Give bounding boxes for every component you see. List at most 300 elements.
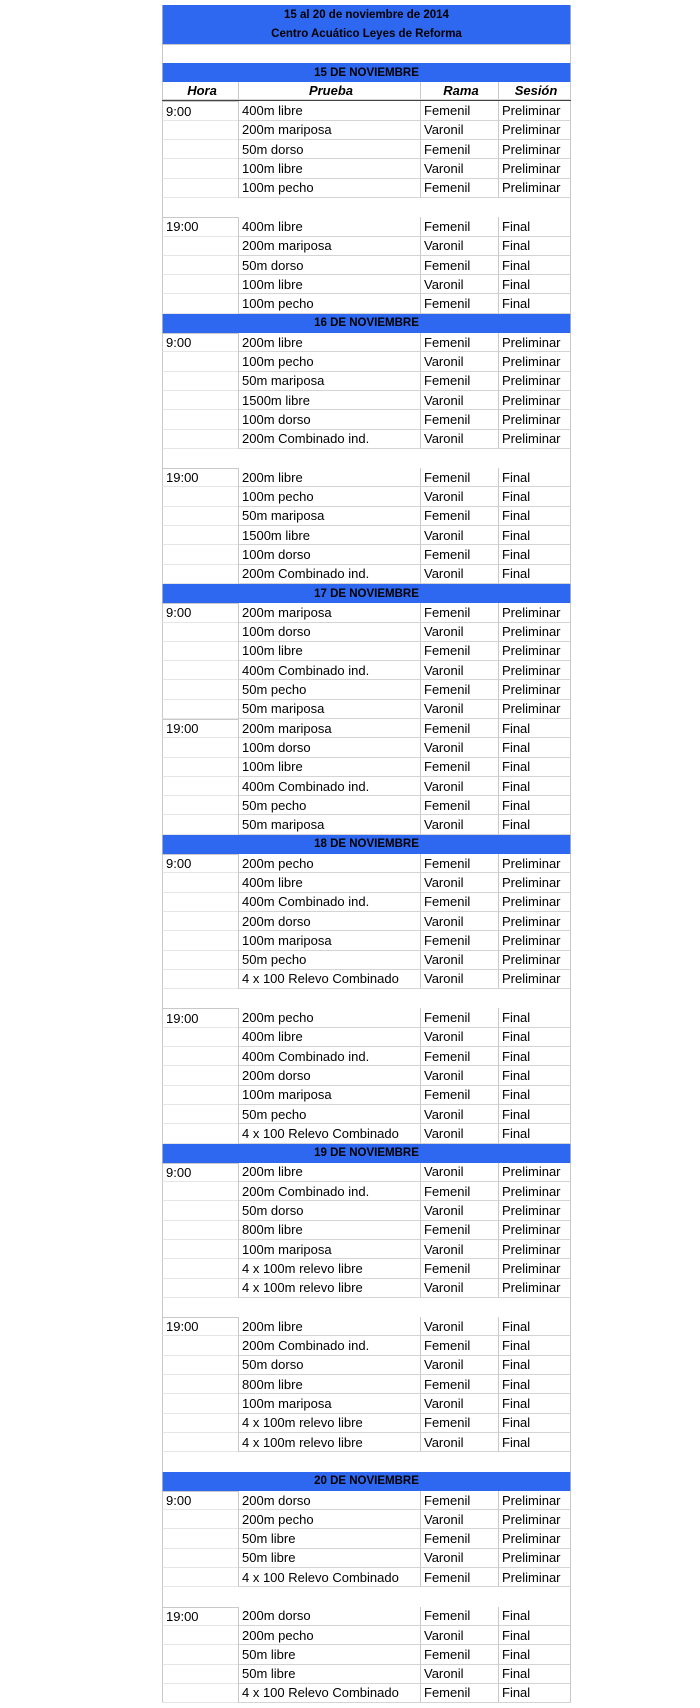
day-header-1 bbox=[162, 63, 571, 82]
event-row bbox=[162, 1221, 571, 1240]
event-name: 50m libre bbox=[238, 1665, 420, 1684]
event-row bbox=[162, 738, 571, 757]
schedule-sheet bbox=[162, 5, 571, 1703]
event-row bbox=[162, 1433, 571, 1452]
event-session: Final bbox=[498, 1028, 571, 1047]
event-name: 200m Combinado ind. bbox=[238, 1336, 420, 1355]
spacer-row bbox=[162, 1298, 571, 1317]
event-branch: Varonil bbox=[420, 1394, 498, 1413]
session-time bbox=[162, 1414, 238, 1433]
event-branch: Varonil bbox=[420, 1066, 498, 1085]
event-name: 400m Combinado ind. bbox=[238, 661, 420, 680]
event-row bbox=[162, 487, 571, 506]
session-time bbox=[162, 700, 238, 719]
event-session: Final bbox=[498, 815, 571, 834]
event-row bbox=[162, 1626, 571, 1645]
event-branch: Femenil bbox=[420, 603, 498, 622]
event-branch: Varonil bbox=[420, 352, 498, 371]
session-time bbox=[162, 931, 238, 950]
event-row bbox=[162, 1028, 571, 1047]
event-row bbox=[162, 1163, 571, 1182]
event-session: Preliminar bbox=[498, 159, 571, 178]
event-name: 100m pecho bbox=[238, 352, 420, 371]
event-session: Final bbox=[498, 1607, 571, 1626]
event-session: Preliminar bbox=[498, 642, 571, 661]
event-branch: Femenil bbox=[420, 410, 498, 429]
event-session: Final bbox=[498, 1394, 571, 1413]
event-branch: Femenil bbox=[420, 1375, 498, 1394]
event-session: Preliminar bbox=[498, 1259, 571, 1278]
event-name: 100m pecho bbox=[238, 179, 420, 198]
event-session: Preliminar bbox=[498, 352, 571, 371]
event-branch: Varonil bbox=[420, 565, 498, 584]
event-name: 4 x 100 Relevo Combinado bbox=[238, 1568, 420, 1587]
event-session: Preliminar bbox=[498, 1529, 571, 1548]
event-session: Final bbox=[498, 1433, 571, 1452]
session-time: 9:00 bbox=[162, 854, 238, 873]
event-session: Final bbox=[498, 1317, 571, 1336]
session-time bbox=[162, 294, 238, 313]
session-time bbox=[162, 1066, 238, 1085]
event-session: Preliminar bbox=[498, 391, 571, 410]
event-name: 50m libre bbox=[238, 1529, 420, 1548]
event-name: 4 x 100 Relevo Combinado bbox=[238, 1684, 420, 1703]
event-name: 50m pecho bbox=[238, 680, 420, 699]
session-time bbox=[162, 777, 238, 796]
event-row bbox=[162, 623, 571, 642]
event-branch: Femenil bbox=[420, 719, 498, 738]
event-session: Final bbox=[498, 1047, 571, 1066]
session-time bbox=[162, 1568, 238, 1587]
event-session: Preliminar bbox=[498, 179, 571, 198]
event-session: Preliminar bbox=[498, 623, 571, 642]
event-row bbox=[162, 1529, 571, 1548]
event-row bbox=[162, 970, 571, 989]
event-session: Preliminar bbox=[498, 970, 571, 989]
event-branch: Varonil bbox=[420, 951, 498, 970]
event-session: Final bbox=[498, 1645, 571, 1664]
event-name: 200m pecho bbox=[238, 1510, 420, 1529]
event-branch: Varonil bbox=[420, 526, 498, 545]
session-time bbox=[162, 1279, 238, 1298]
day-header-6 bbox=[162, 1472, 571, 1491]
event-name: 4 x 100m relevo libre bbox=[238, 1414, 420, 1433]
event-branch: Femenil bbox=[420, 468, 498, 487]
title-bar bbox=[162, 5, 571, 24]
event-session: Preliminar bbox=[498, 603, 571, 622]
event-name: 100m pecho bbox=[238, 294, 420, 313]
event-branch: Varonil bbox=[420, 237, 498, 256]
event-branch: Varonil bbox=[420, 1124, 498, 1143]
event-branch: Femenil bbox=[420, 1336, 498, 1355]
session-time bbox=[162, 623, 238, 642]
venue-bar bbox=[162, 24, 571, 43]
event-name: 200m libre bbox=[238, 468, 420, 487]
event-name: 200m pecho bbox=[238, 1626, 420, 1645]
day-header-3 bbox=[162, 584, 571, 603]
event-session: Final bbox=[498, 1665, 571, 1684]
session-time bbox=[162, 738, 238, 757]
event-branch: Varonil bbox=[420, 1163, 498, 1182]
event-session: Final bbox=[498, 758, 571, 777]
event-branch: Femenil bbox=[420, 256, 498, 275]
event-name: 100m libre bbox=[238, 159, 420, 178]
event-session: Final bbox=[498, 237, 571, 256]
event-branch: Femenil bbox=[420, 372, 498, 391]
event-branch: Varonil bbox=[420, 1549, 498, 1568]
session-time bbox=[162, 1086, 238, 1105]
event-row bbox=[162, 1124, 571, 1143]
event-session: Preliminar bbox=[498, 140, 571, 159]
event-branch: Femenil bbox=[420, 507, 498, 526]
event-session: Final bbox=[498, 526, 571, 545]
session-time bbox=[162, 275, 238, 294]
event-branch: Femenil bbox=[420, 333, 498, 352]
event-name: 100m mariposa bbox=[238, 1394, 420, 1413]
event-row bbox=[162, 140, 571, 159]
day-label: 19 DE NOVIEMBRE bbox=[314, 1147, 419, 1160]
day-label: 16 DE NOVIEMBRE bbox=[314, 317, 419, 330]
event-session: Preliminar bbox=[498, 101, 571, 120]
event-row bbox=[162, 1317, 571, 1336]
session-time: 9:00 bbox=[162, 603, 238, 622]
event-branch: Femenil bbox=[420, 1645, 498, 1664]
event-session: Final bbox=[498, 507, 571, 526]
event-name: 400m Combinado ind. bbox=[238, 777, 420, 796]
event-name: 400m libre bbox=[238, 217, 420, 236]
spacer-row bbox=[162, 44, 571, 63]
event-name: 1500m libre bbox=[238, 391, 420, 410]
event-row bbox=[162, 179, 571, 198]
event-session: Final bbox=[498, 1356, 571, 1375]
session-time bbox=[162, 1529, 238, 1548]
event-row bbox=[162, 159, 571, 178]
event-branch: Varonil bbox=[420, 970, 498, 989]
event-branch: Varonil bbox=[420, 121, 498, 140]
event-branch: Femenil bbox=[420, 1684, 498, 1703]
session-time: 9:00 bbox=[162, 1491, 238, 1510]
event-branch: Varonil bbox=[420, 1240, 498, 1259]
event-row bbox=[162, 1491, 571, 1510]
spacer-row bbox=[162, 989, 571, 1008]
session-time bbox=[162, 796, 238, 815]
event-row bbox=[162, 101, 571, 120]
event-name: 50m pecho bbox=[238, 951, 420, 970]
session-time bbox=[162, 179, 238, 198]
event-name: 50m dorso bbox=[238, 256, 420, 275]
event-name: 200m mariposa bbox=[238, 603, 420, 622]
session-time bbox=[162, 1356, 238, 1375]
event-session: Final bbox=[498, 1336, 571, 1355]
event-branch: Femenil bbox=[420, 1529, 498, 1548]
event-session: Final bbox=[498, 1066, 571, 1085]
session-time: 9:00 bbox=[162, 101, 238, 120]
event-name: 50m libre bbox=[238, 1645, 420, 1664]
session-time bbox=[162, 140, 238, 159]
event-name: 200m Combinado ind. bbox=[238, 1182, 420, 1201]
event-row bbox=[162, 758, 571, 777]
event-name: 4 x 100 Relevo Combinado bbox=[238, 970, 420, 989]
event-row bbox=[162, 565, 571, 584]
day-header-4 bbox=[162, 835, 571, 854]
event-branch: Femenil bbox=[420, 893, 498, 912]
event-branch: Femenil bbox=[420, 101, 498, 120]
schedule-days bbox=[162, 63, 571, 1703]
event-name: 100m libre bbox=[238, 275, 420, 294]
event-branch: Varonil bbox=[420, 815, 498, 834]
day-label: 15 DE NOVIEMBRE bbox=[314, 66, 419, 79]
event-name: 200m Combinado ind. bbox=[238, 565, 420, 584]
event-session: Final bbox=[498, 1086, 571, 1105]
event-row bbox=[162, 333, 571, 352]
session-time bbox=[162, 1394, 238, 1413]
session-time bbox=[162, 1336, 238, 1355]
event-session: Preliminar bbox=[498, 893, 571, 912]
event-session: Final bbox=[498, 719, 571, 738]
event-name: 100m mariposa bbox=[238, 1240, 420, 1259]
event-session: Final bbox=[498, 777, 571, 796]
event-branch: Femenil bbox=[420, 854, 498, 873]
event-row bbox=[162, 1182, 571, 1201]
event-branch: Femenil bbox=[420, 796, 498, 815]
venue-name: Centro Acuático Leyes de Reforma bbox=[271, 27, 462, 40]
event-row bbox=[162, 217, 571, 236]
event-name: 100m dorso bbox=[238, 738, 420, 757]
event-name: 4 x 100m relevo libre bbox=[238, 1433, 420, 1452]
event-branch: Femenil bbox=[420, 680, 498, 699]
session-time: 9:00 bbox=[162, 333, 238, 352]
session-time bbox=[162, 1375, 238, 1394]
event-name: 800m libre bbox=[238, 1221, 420, 1240]
event-branch: Femenil bbox=[420, 1259, 498, 1278]
event-name: 400m libre bbox=[238, 1028, 420, 1047]
event-name: 200m dorso bbox=[238, 912, 420, 931]
event-name: 800m libre bbox=[238, 1375, 420, 1394]
event-session: Preliminar bbox=[498, 333, 571, 352]
event-name: 200m mariposa bbox=[238, 237, 420, 256]
event-row bbox=[162, 1066, 571, 1085]
event-branch: Varonil bbox=[420, 738, 498, 757]
session-time bbox=[162, 1665, 238, 1684]
event-branch: Femenil bbox=[420, 1607, 498, 1626]
event-row bbox=[162, 719, 571, 738]
session-time bbox=[162, 237, 238, 256]
event-branch: Femenil bbox=[420, 179, 498, 198]
event-session: Preliminar bbox=[498, 1510, 571, 1529]
session-time bbox=[162, 1510, 238, 1529]
event-session: Preliminar bbox=[498, 1221, 571, 1240]
event-name: 50m mariposa bbox=[238, 507, 420, 526]
header-sesion: Sesión bbox=[498, 82, 571, 100]
event-session: Preliminar bbox=[498, 1568, 571, 1587]
event-branch: Varonil bbox=[420, 1201, 498, 1220]
event-name: 200m dorso bbox=[238, 1607, 420, 1626]
session-time bbox=[162, 1124, 238, 1143]
event-name: 50m dorso bbox=[238, 140, 420, 159]
event-name: 100m libre bbox=[238, 642, 420, 661]
event-branch: Femenil bbox=[420, 1491, 498, 1510]
event-row bbox=[162, 1008, 571, 1027]
session-time bbox=[162, 545, 238, 564]
event-name: 200m Combinado ind. bbox=[238, 430, 420, 449]
event-name: 50m pecho bbox=[238, 1105, 420, 1124]
event-name: 4 x 100m relevo libre bbox=[238, 1279, 420, 1298]
day-header-2 bbox=[162, 314, 571, 333]
event-row bbox=[162, 545, 571, 564]
event-name: 100m mariposa bbox=[238, 1086, 420, 1105]
spacer-row bbox=[162, 449, 571, 468]
event-session: Final bbox=[498, 487, 571, 506]
event-session: Preliminar bbox=[498, 680, 571, 699]
event-branch: Femenil bbox=[420, 1047, 498, 1066]
event-row bbox=[162, 1356, 571, 1375]
event-branch: Femenil bbox=[420, 642, 498, 661]
session-time bbox=[162, 507, 238, 526]
session-time bbox=[162, 410, 238, 429]
event-session: Final bbox=[498, 1375, 571, 1394]
event-row bbox=[162, 893, 571, 912]
event-session: Preliminar bbox=[498, 912, 571, 931]
event-row bbox=[162, 1645, 571, 1664]
session-time: 19:00 bbox=[162, 719, 238, 738]
event-row bbox=[162, 1414, 571, 1433]
event-session: Preliminar bbox=[498, 1549, 571, 1568]
session-time bbox=[162, 873, 238, 892]
event-name: 4 x 100 Relevo Combinado bbox=[238, 1124, 420, 1143]
event-row bbox=[162, 661, 571, 680]
event-branch: Varonil bbox=[420, 1105, 498, 1124]
session-time bbox=[162, 1201, 238, 1220]
event-session: Final bbox=[498, 1008, 571, 1027]
session-time bbox=[162, 1047, 238, 1066]
event-row bbox=[162, 256, 571, 275]
event-session: Preliminar bbox=[498, 700, 571, 719]
event-row bbox=[162, 912, 571, 931]
event-session: Final bbox=[498, 1684, 571, 1703]
event-row bbox=[162, 526, 571, 545]
event-session: Final bbox=[498, 738, 571, 757]
event-branch: Varonil bbox=[420, 777, 498, 796]
event-session: Preliminar bbox=[498, 1240, 571, 1259]
session-time bbox=[162, 1645, 238, 1664]
event-session: Preliminar bbox=[498, 661, 571, 680]
event-row bbox=[162, 507, 571, 526]
event-name: 50m mariposa bbox=[238, 700, 420, 719]
event-row bbox=[162, 603, 571, 622]
session-time: 19:00 bbox=[162, 1317, 238, 1336]
session-time bbox=[162, 1684, 238, 1703]
event-branch: Varonil bbox=[420, 275, 498, 294]
session-time bbox=[162, 661, 238, 680]
event-name: 200m libre bbox=[238, 333, 420, 352]
event-branch: Varonil bbox=[420, 159, 498, 178]
event-session: Preliminar bbox=[498, 372, 571, 391]
event-row bbox=[162, 237, 571, 256]
event-row bbox=[162, 1549, 571, 1568]
session-time bbox=[162, 526, 238, 545]
event-name: 100m dorso bbox=[238, 410, 420, 429]
event-session: Final bbox=[498, 217, 571, 236]
session-time bbox=[162, 1433, 238, 1452]
event-branch: Varonil bbox=[420, 700, 498, 719]
spacer-row bbox=[162, 1452, 571, 1471]
event-row bbox=[162, 1394, 571, 1413]
event-name: 100m mariposa bbox=[238, 931, 420, 950]
spacer-row bbox=[162, 198, 571, 217]
session-time bbox=[162, 970, 238, 989]
session-time bbox=[162, 256, 238, 275]
event-session: Preliminar bbox=[498, 1182, 571, 1201]
column-headers bbox=[162, 82, 571, 101]
event-session: Preliminar bbox=[498, 873, 571, 892]
event-row bbox=[162, 372, 571, 391]
session-time: 19:00 bbox=[162, 468, 238, 487]
event-name: 50m dorso bbox=[238, 1356, 420, 1375]
event-branch: Varonil bbox=[420, 487, 498, 506]
event-name: 200m mariposa bbox=[238, 121, 420, 140]
event-row bbox=[162, 430, 571, 449]
event-session: Final bbox=[498, 275, 571, 294]
session-time bbox=[162, 758, 238, 777]
event-branch: Femenil bbox=[420, 1414, 498, 1433]
session-time bbox=[162, 391, 238, 410]
event-row bbox=[162, 294, 571, 313]
event-row bbox=[162, 951, 571, 970]
event-session: Final bbox=[498, 1105, 571, 1124]
event-row bbox=[162, 796, 571, 815]
event-branch: Femenil bbox=[420, 1221, 498, 1240]
event-session: Final bbox=[498, 294, 571, 313]
event-branch: Varonil bbox=[420, 661, 498, 680]
event-branch: Femenil bbox=[420, 1568, 498, 1587]
event-name: 50m mariposa bbox=[238, 815, 420, 834]
event-name: 200m dorso bbox=[238, 1066, 420, 1085]
event-branch: Varonil bbox=[420, 623, 498, 642]
event-branch: Varonil bbox=[420, 1356, 498, 1375]
event-name: 100m dorso bbox=[238, 623, 420, 642]
event-branch: Varonil bbox=[420, 1317, 498, 1336]
event-session: Final bbox=[498, 796, 571, 815]
event-branch: Varonil bbox=[420, 1433, 498, 1452]
event-row bbox=[162, 1105, 571, 1124]
session-time bbox=[162, 1182, 238, 1201]
event-row bbox=[162, 275, 571, 294]
event-row bbox=[162, 1336, 571, 1355]
event-row bbox=[162, 1607, 571, 1626]
event-branch: Femenil bbox=[420, 294, 498, 313]
day-label: 17 DE NOVIEMBRE bbox=[314, 587, 419, 600]
event-row bbox=[162, 352, 571, 371]
event-session: Preliminar bbox=[498, 931, 571, 950]
session-time bbox=[162, 815, 238, 834]
header-hora: Hora bbox=[162, 82, 238, 100]
event-session: Preliminar bbox=[498, 854, 571, 873]
day-header-5 bbox=[162, 1144, 571, 1163]
event-name: 400m libre bbox=[238, 101, 420, 120]
event-session: Final bbox=[498, 1414, 571, 1433]
event-row bbox=[162, 873, 571, 892]
session-time bbox=[162, 159, 238, 178]
event-session: Preliminar bbox=[498, 1279, 571, 1298]
event-branch: Varonil bbox=[420, 391, 498, 410]
event-session: Preliminar bbox=[498, 1163, 571, 1182]
event-row bbox=[162, 1375, 571, 1394]
event-name: 1500m libre bbox=[238, 526, 420, 545]
event-row bbox=[162, 1047, 571, 1066]
event-row bbox=[162, 642, 571, 661]
event-name: 400m Combinado ind. bbox=[238, 893, 420, 912]
event-session: Preliminar bbox=[498, 951, 571, 970]
